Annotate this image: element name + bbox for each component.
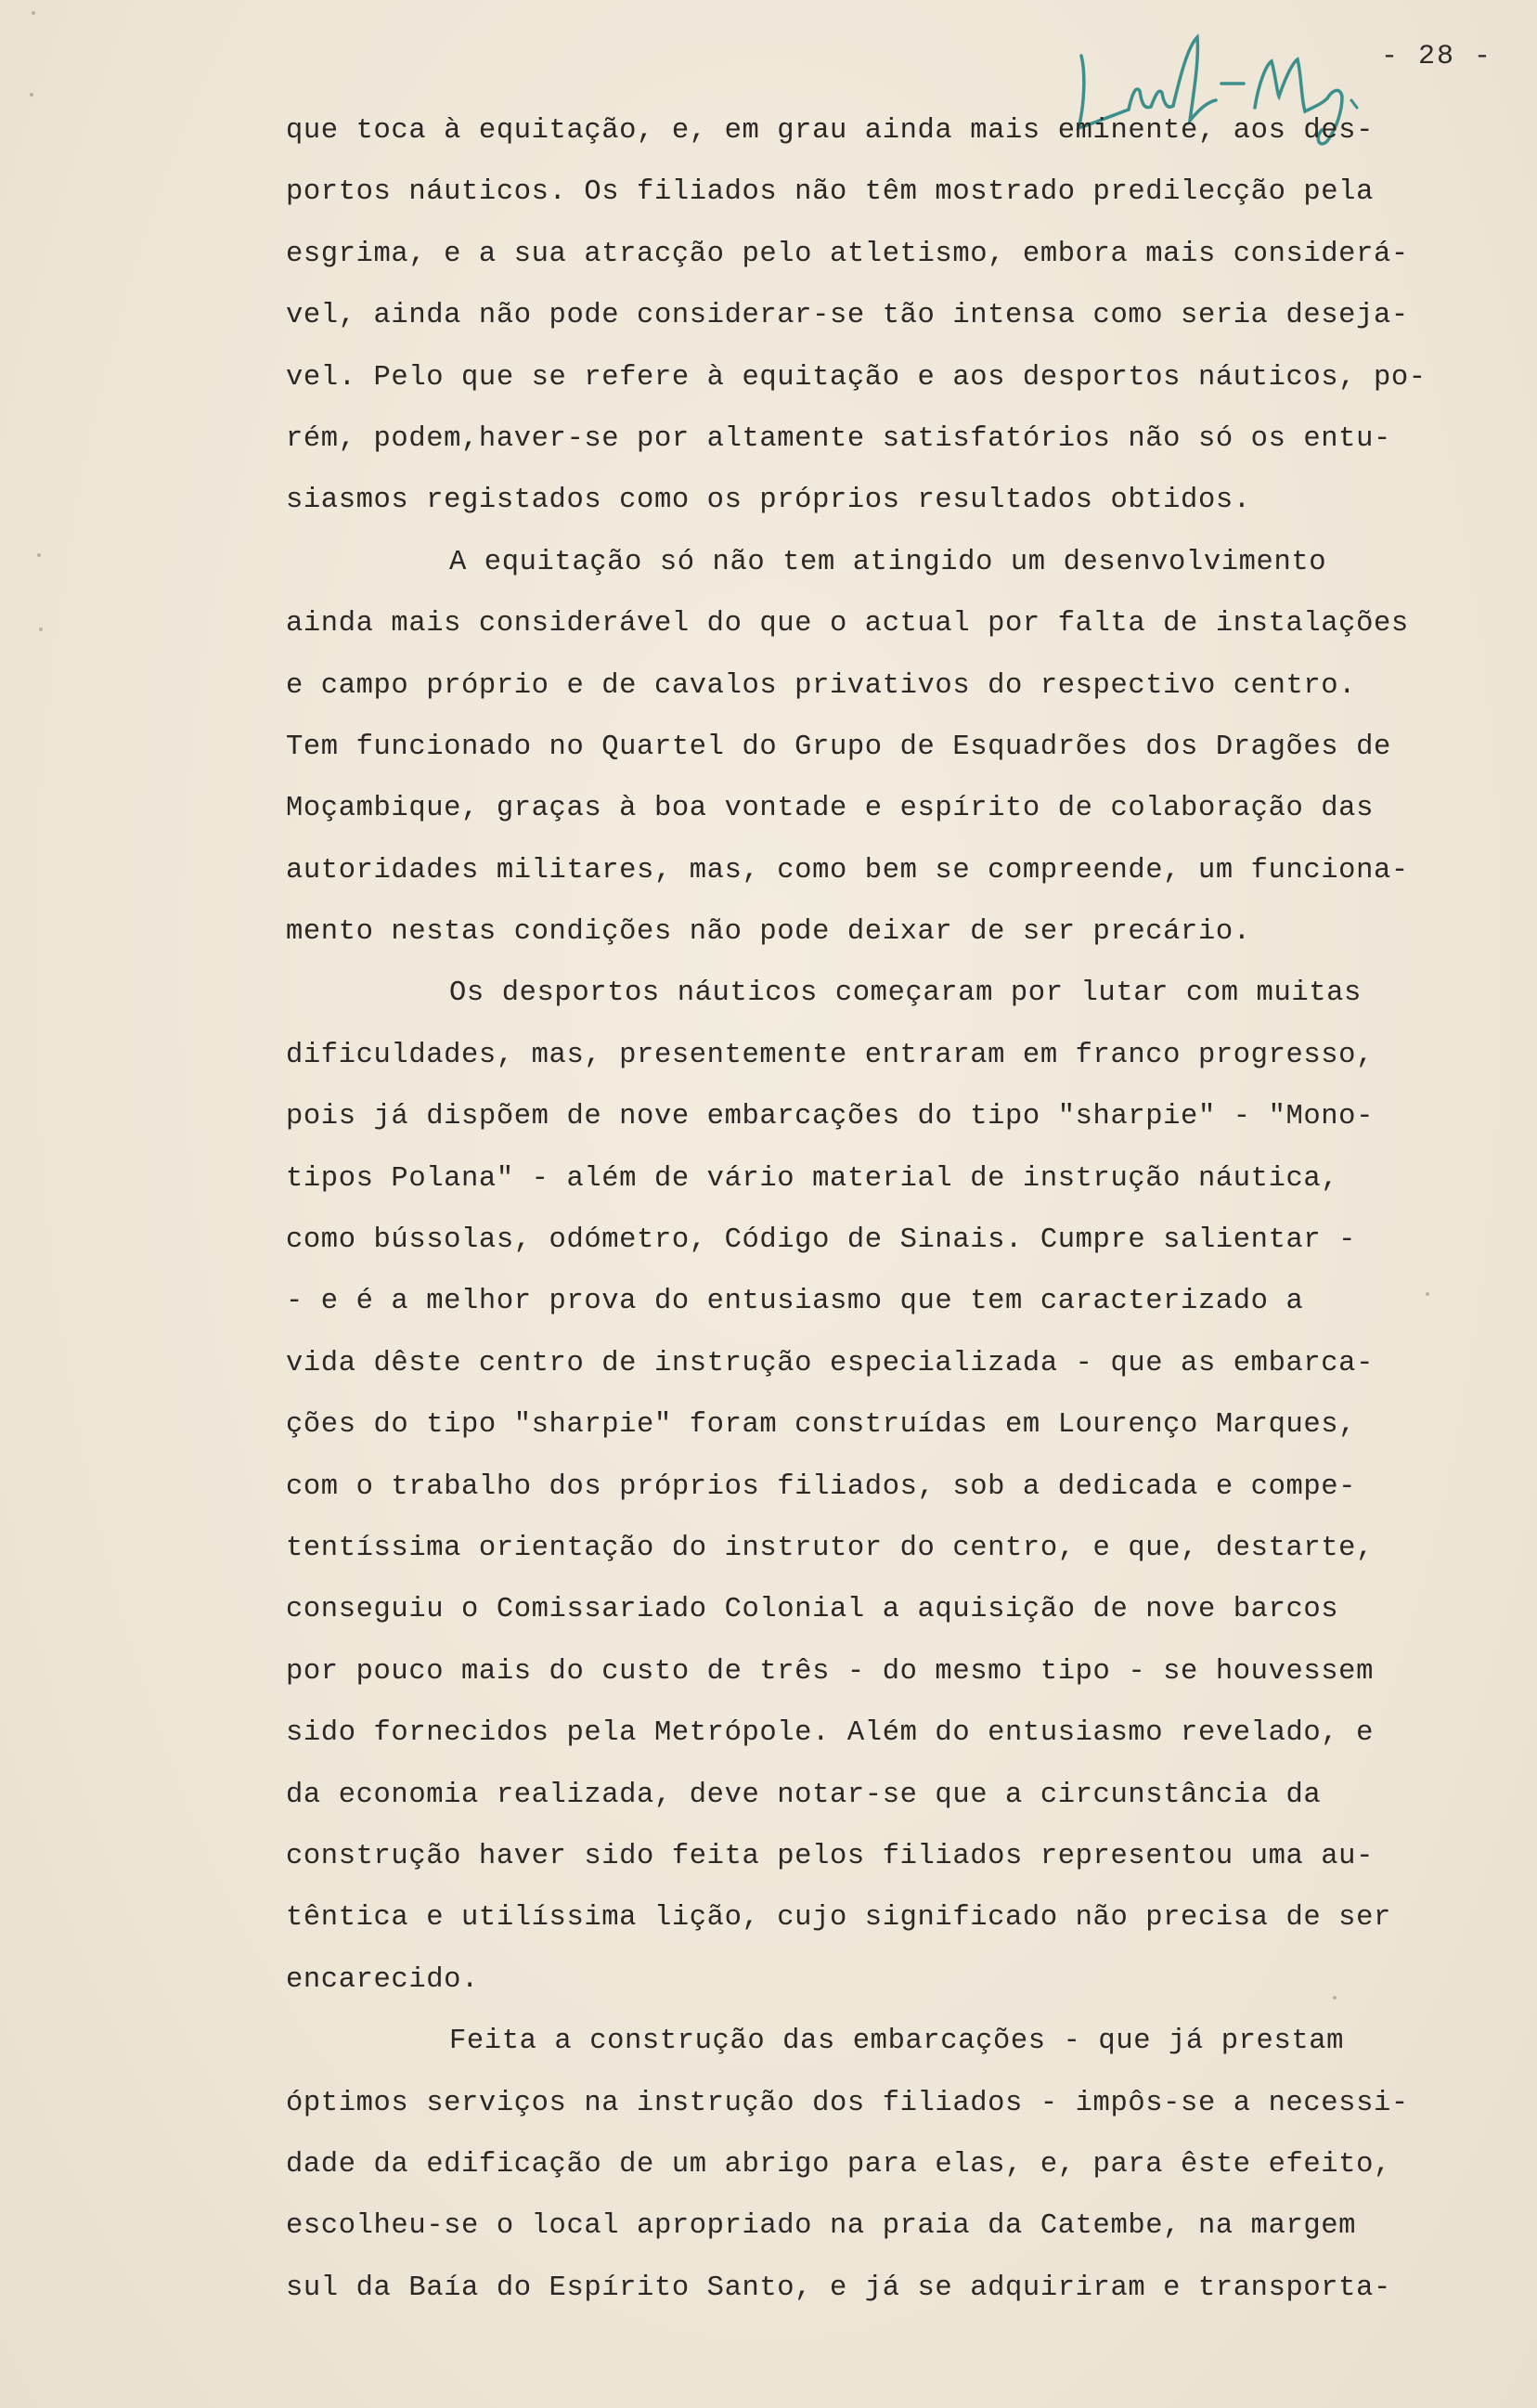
text-line: por pouco mais do custo de três - do mesmo tipo - se houvessem [286,1655,1374,1688]
text-line: tentíssima orientação do instrutor do centro, e que, destarte, [286,1532,1374,1564]
text-line: vel, ainda não pode considerar-se tão intensa como seria deseja- [286,300,1409,332]
text-line: construção haver sido feita pelos filiados representou uma au- [286,1840,1374,1872]
text-line: com o trabalho dos próprios filiados, sob a dedicada e compe- [286,1470,1357,1503]
text-line: conseguiu o Comissariado Colonial a aquisição de nove barcos [286,1594,1339,1626]
text-line: vida dêste centro de instrução especializada - que as embarca- [286,1347,1374,1379]
text-line: dade da edificação de um abrigo para elas, e, para êste efeito, [286,2148,1391,2181]
paper-speck [39,628,43,631]
text-line: óptimos serviços na instrução dos filiados - impôs-se a necessi- [286,2087,1409,2119]
text-line: vel. Pelo que se refere à equitação e aos desportos náuticos, po- [286,361,1427,394]
typed-body-text [286,100,1492,2319]
text-line: autoridades militares, mas, como bem se compreende, um funciona- [286,854,1409,887]
text-line: siasmos registados como os próprios resultados obtidos. [286,485,1251,517]
text-line: - e é a melhor prova do entusiasmo que tem caracterizado a [286,1286,1304,1318]
text-line: têntica e utilíssima lição, cujo significado não precisa de ser [286,1902,1391,1935]
text-line: Tem funcionado no Quartel do Grupo de Esquadrões dos Dragões de [286,731,1391,763]
text-line: A equitação só não tem atingido um desenvolvimento [449,546,1327,578]
text-line: Os desportos náuticos começaram por lutar com muitas [449,977,1362,1010]
text-line: Feita a construção das embarcações - que já prestam [449,2026,1345,2058]
text-line: da economia realizada, deve notar-se que a circunstância da [286,1779,1322,1811]
text-line: que toca à equitação, e, em grau ainda mais eminente, aos des- [286,115,1374,147]
text-line: tipos Polana" - além de vário material de instrução náutica, [286,1162,1339,1195]
text-line: pois já dispõem de nove embarcações do tipo "sharpie" - "Mono- [286,1101,1374,1133]
text-line: ainda mais considerável do que o actual por falta de instalações [286,608,1409,641]
text-line: escolheu-se o local apropriado na praia da Catembe, na margem [286,2210,1357,2243]
text-line: encarecido. [286,1963,479,1996]
text-line: portos náuticos. Os filiados não têm mostrado predilecção pela [286,176,1374,209]
paper-speck [32,11,35,15]
text-line: esgrima, e a sua atracção pelo atletismo, embora mais considerá- [286,238,1409,270]
text-line: ções do tipo "sharpie" foram construídas em Lourenço Marques, [286,1409,1357,1442]
paper-speck [30,93,33,97]
text-line: sul da Baía do Espírito Santo, e já se adquiriram e transporta- [286,2272,1391,2304]
text-line: como bússolas, odómetro, Código de Sinais. Cumpre salientar - [286,1224,1357,1257]
text-line: rém, podem,haver-se por altamente satisfatórios não só os entu- [286,422,1391,455]
text-line: sido fornecidos pela Metrópole. Além do entusiasmo revelado, e [286,1717,1374,1750]
text-line: mento nestas condições não pode deixar de ser precário. [286,916,1251,949]
text-line: dificuldades, mas, presentemente entraram em franco progresso, [286,1039,1374,1071]
text-line: Moçambique, graças à boa vontade e espírito de colaboração das [286,793,1374,825]
page-number: - 28 - [1381,41,1493,72]
text-line: e campo próprio e de cavalos privativos do respectivo centro. [286,669,1357,702]
paper-speck [37,553,41,557]
